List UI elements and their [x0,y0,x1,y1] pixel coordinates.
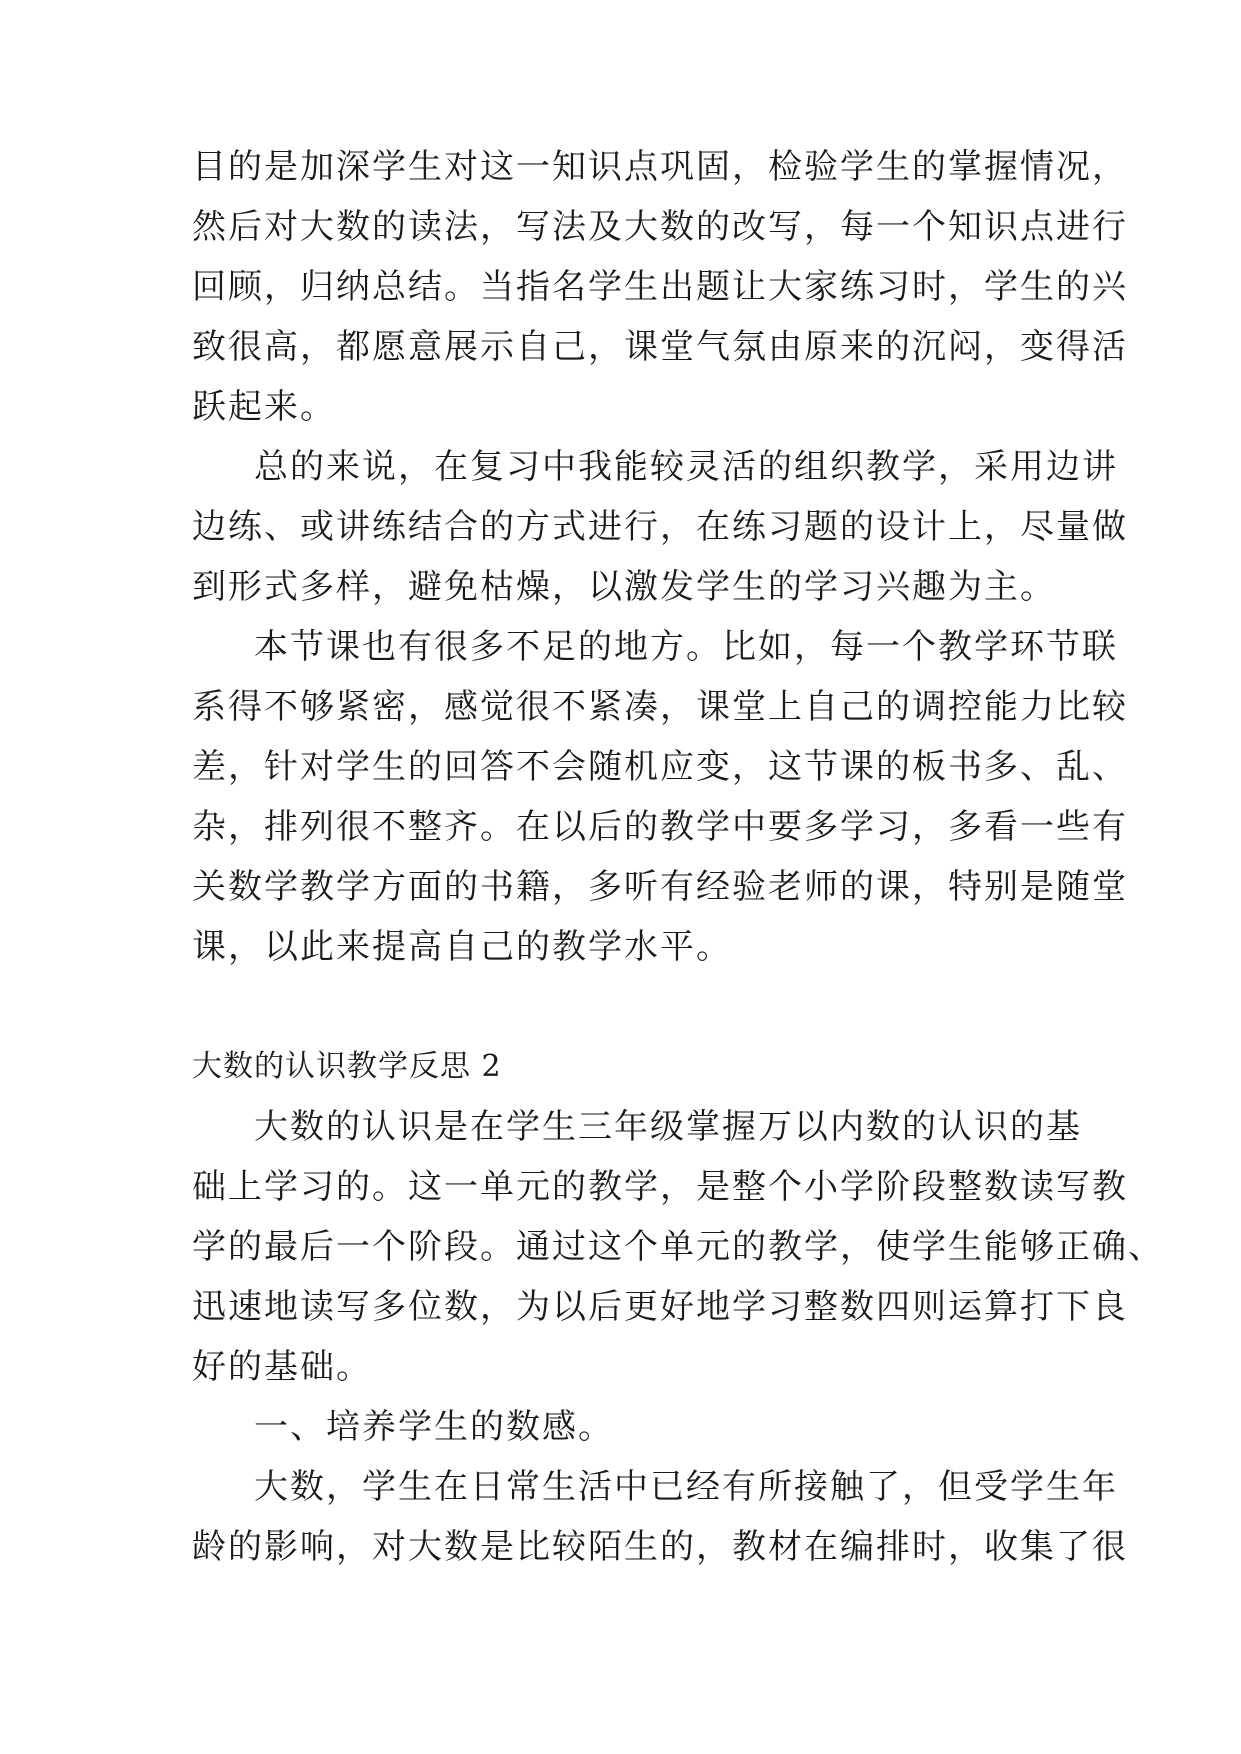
text-line: 础上学习的。这一单元的教学，是整个小学阶段整数读写教 [192,1167,1128,1207]
text-line: 边练、或讲练结合的方式进行，在练习题的设计上，尽量做 [192,507,1128,547]
text-line: 关数学教学方面的书籍，多听有经验老师的课，特别是随堂 [192,867,1128,907]
text-line: 大数，学生在日常生活中已经有所接触了，但受学生年 [254,1467,1118,1507]
text-line: 跃起来。 [192,387,336,427]
section-heading [192,1037,1072,1097]
text-line: 杂，排列很不整齐。在以后的教学中要多学习，多看一些有 [192,807,1128,847]
text-line: 总的来说，在复习中我能较灵活的组织教学，采用边讲 [254,447,1118,487]
paragraph-block [192,1097,1164,1397]
text-line: 差，针对学生的回答不会随机应变，这节课的板书多、乱、 [192,747,1128,787]
text-line: 致很高，都愿意展示自己，课堂气氛由原来的沉闷，变得活 [192,327,1128,367]
text-line: 回顾，归纳总结。当指名学生出题让大家练习时，学生的兴 [192,267,1128,307]
text-line: 系得不够紧密，感觉很不紧凑，课堂上自己的调控能力比较 [192,687,1128,727]
paragraph-block [192,437,1128,617]
paragraph-block [192,617,1128,977]
text-line: 学的最后一个阶段。通过这个单元的教学，使学生能够正确、 [192,1227,1164,1267]
text-line: 然后对大数的读法，写法及大数的改写，每一个知识点进行 [192,207,1128,247]
heading-text: 大数的认识教学反思 2 [192,1049,502,1084]
text-line: 到形式多样，避免枯燥，以激发学生的学习兴趣为主。 [192,567,1056,607]
text-line: 龄的影响，对大数是比较陌生的，教材在编排时，收集了很 [192,1527,1128,1567]
text-line: 课，以此来提高自己的教学水平。 [192,927,732,967]
subheading-block [192,1397,1072,1457]
text-line: 好的基础。 [192,1347,372,1387]
subheading-text: 一、培养学生的数感。 [254,1407,614,1447]
text-line: 目的是加深学生对这一知识点巩固，检验学生的掌握情况， [192,147,1128,187]
paragraph-block [192,1457,1128,1577]
text-line: 本节课也有很多不足的地方。比如，每一个教学环节联 [254,627,1118,667]
text-line: 迅速地读写多位数，为以后更好地学习整数四则运算打下良 [192,1287,1128,1327]
paragraph-block [192,137,1128,437]
text-line: 大数的认识是在学生三年级掌握万以内数的认识的基 [254,1107,1082,1147]
